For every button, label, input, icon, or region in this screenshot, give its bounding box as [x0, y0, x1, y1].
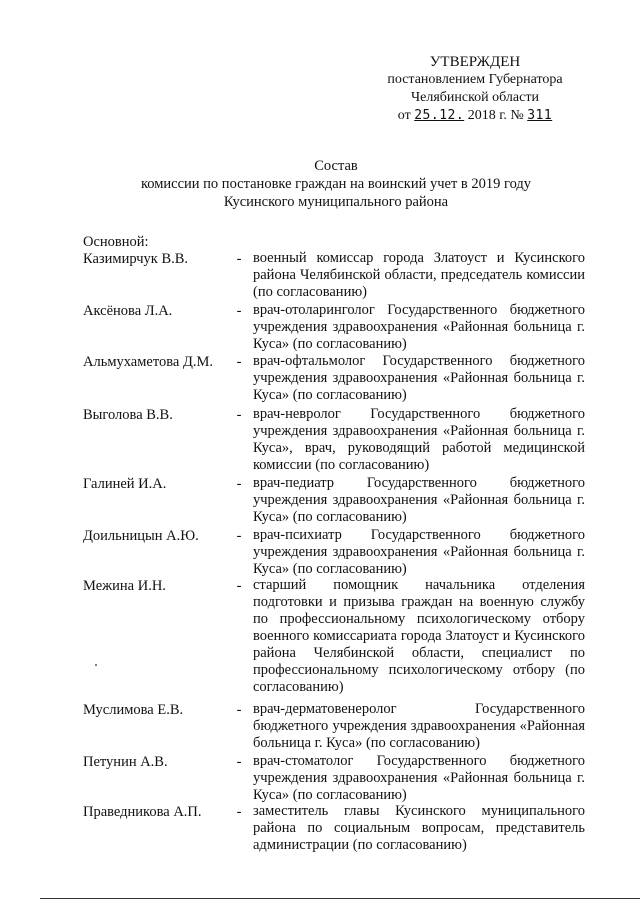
member-role: старший помощник начальника отделения подготовки и призыва граждан на военную службу по профессиональному психологическому отбору военного комиссариата города Златоуст и Кусинского района Челябинской области, специалист по профессиональному психологическому отбору (по согласованию) — [253, 577, 585, 695]
heading-line-1: Состав — [314, 158, 358, 174]
member-role: врач-психиатр Государственного бюджетного учреждения здравоохранения «Районная больница г. Куса» (по согласованию) — [253, 527, 585, 577]
member-role: заместитель главы Кусинского муниципального района по социальным вопросам, представитель администрации (по согласованию) — [253, 803, 585, 853]
member-name: Аксёнова Л.А. — [83, 303, 173, 319]
member-role: военный комиссар города Златоуст и Кусинского района Челябинской области, председатель комиссии (по согласованию) — [253, 250, 585, 300]
member-role: врач-дерматовенеролог Государственного бюджетного учреждения здравоохранения «Районная больница г. Куса» (по согласованию) — [253, 701, 585, 751]
approval-line-2: Челябинской области — [411, 90, 539, 105]
date-year: 2018 г. № — [467, 108, 524, 123]
member-name: Галиней И.А. — [83, 476, 167, 492]
member-name: Праведникова А.П. — [83, 804, 202, 820]
member-name: Выголова В.В. — [83, 407, 173, 423]
heading-line-3: Кусинского муниципального района — [223, 194, 449, 210]
member-name: Доильницын А.Ю. — [83, 528, 199, 544]
approval-stamp — [370, 53, 580, 125]
member-name: Муслимова Е.В. — [83, 702, 184, 718]
handwritten-date: 25.12. — [414, 108, 465, 123]
date-prefix: от — [397, 108, 411, 123]
document-heading — [60, 157, 612, 211]
member-name: Альмухаметова Д.М. — [83, 354, 213, 370]
member-role: врач-педиатр Государственного бюджетного учреждения здравоохранения «Районная больница г. Куса» (по согласованию) — [253, 475, 585, 525]
member-dash: - — [236, 754, 242, 770]
handwritten-number: 311 — [527, 108, 553, 123]
section-label: Основной: — [83, 234, 149, 250]
member-role: врач-отоларинголог Государственного бюджетного учреждения здравоохранения «Районная больница г. Куса» (по согласованию) — [253, 302, 585, 352]
member-dash: - — [236, 476, 242, 492]
approval-title: УТВЕРЖДЕН — [429, 54, 521, 70]
member-dash: - — [236, 702, 242, 718]
member-dash: - — [236, 804, 242, 820]
footer-rule — [40, 898, 640, 899]
member-dash: - — [236, 528, 242, 544]
heading-line-2: комиссии по постановке граждан на воинский учет в 2019 году — [140, 176, 532, 192]
scan-speck — [95, 664, 97, 666]
member-dash: - — [236, 407, 242, 423]
member-dash: - — [236, 354, 242, 370]
member-name: Межина И.Н. — [83, 578, 166, 594]
member-dash: - — [236, 251, 242, 267]
approval-line-1: постановлением Губернатора — [387, 72, 563, 87]
member-name: Петунин А.В. — [83, 754, 168, 770]
member-role: врач-стоматолог Государственного бюджетного учреждения здравоохранения «Районная больница г. Куса» (по согласованию) — [253, 753, 585, 803]
member-name: Казимирчук В.В. — [83, 251, 189, 267]
member-role: врач-невролог Государственного бюджетного учреждения здравоохранения «Районная больница г. Куса», врач, руководящий работой медицинской комиссии (по согласованию) — [253, 406, 585, 473]
approval-date-line — [370, 107, 580, 125]
member-role: врач-офтальмолог Государственного бюджетного учреждения здравоохранения «Районная больница г. Куса» (по согласованию) — [253, 353, 585, 403]
member-dash: - — [236, 578, 242, 594]
member-dash: - — [236, 303, 242, 319]
